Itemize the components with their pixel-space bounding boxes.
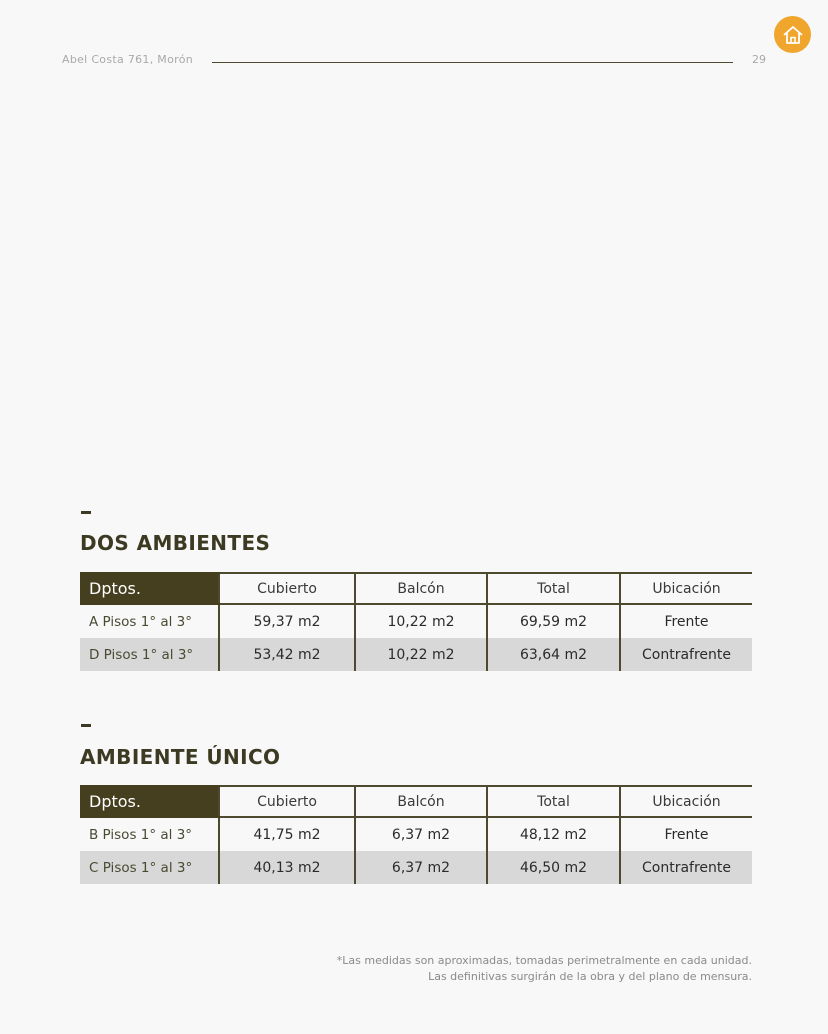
cell-balcon: 10,22 m2 bbox=[355, 638, 487, 671]
section-marker bbox=[81, 724, 91, 727]
cell-cubierto: 40,13 m2 bbox=[219, 851, 355, 884]
section-marker bbox=[81, 511, 91, 514]
cell-total: 48,12 m2 bbox=[487, 817, 620, 851]
cell-cubierto: 41,75 m2 bbox=[219, 817, 355, 851]
table-row bbox=[80, 604, 752, 638]
cell-unit: D Pisos 1° al 3° bbox=[80, 638, 219, 671]
cell-total: 69,59 m2 bbox=[487, 604, 620, 638]
cell-total: 63,64 m2 bbox=[487, 638, 620, 671]
column-header-balcon: Balcón bbox=[355, 573, 487, 604]
column-header-balcon: Balcón bbox=[355, 786, 487, 817]
column-header-dptos: Dptos. bbox=[80, 786, 219, 817]
column-header-ubicacion: Ubicación bbox=[620, 786, 752, 817]
column-header-cubierto: Cubierto bbox=[219, 786, 355, 817]
table-header-row bbox=[80, 573, 752, 604]
cell-cubierto: 53,42 m2 bbox=[219, 638, 355, 671]
table-dos-ambientes bbox=[80, 572, 752, 671]
table-row bbox=[80, 638, 752, 671]
cell-balcon: 10,22 m2 bbox=[355, 604, 487, 638]
footnote-line-2: Las definitivas surgirán de la obra y del plano de mensura. bbox=[428, 970, 752, 983]
column-header-total: Total bbox=[487, 786, 620, 817]
column-header-dptos: Dptos. bbox=[80, 573, 219, 604]
section-title-ambiente-unico: AMBIENTE ÚNICO bbox=[80, 745, 281, 769]
table-row bbox=[80, 851, 752, 884]
home-button[interactable] bbox=[774, 16, 811, 53]
cell-balcon: 6,37 m2 bbox=[355, 817, 487, 851]
cell-total: 46,50 m2 bbox=[487, 851, 620, 884]
cell-ubicacion: Contrafrente bbox=[620, 851, 752, 884]
cell-unit: A Pisos 1° al 3° bbox=[89, 613, 193, 630]
page-number: 29 bbox=[752, 53, 766, 66]
cell-ubicacion: Contrafrente bbox=[620, 638, 752, 671]
cell-ubicacion: Frente bbox=[620, 604, 752, 638]
column-header-total: Total bbox=[487, 573, 620, 604]
header-divider bbox=[212, 62, 733, 63]
table-row bbox=[80, 817, 752, 851]
footnote-line-1: *Las medidas son aproximadas, tomadas perimetralmente en cada unidad. bbox=[336, 954, 752, 967]
section-title-dos-ambientes: DOS AMBIENTES bbox=[80, 531, 271, 555]
cell-balcon: 6,37 m2 bbox=[355, 851, 487, 884]
column-header-cubierto: Cubierto bbox=[219, 573, 355, 604]
cell-unit: B Pisos 1° al 3° bbox=[89, 826, 193, 843]
table-ambiente-unico bbox=[80, 785, 752, 884]
cell-unit: C Pisos 1° al 3° bbox=[80, 851, 219, 884]
column-header-ubicacion: Ubicación bbox=[620, 573, 752, 604]
home-icon bbox=[781, 23, 805, 47]
cell-cubierto: 59,37 m2 bbox=[219, 604, 355, 638]
cell-ubicacion: Frente bbox=[620, 817, 752, 851]
footnote bbox=[337, 953, 752, 985]
header-address: Abel Costa 761, Morón bbox=[62, 53, 194, 66]
table-header-row bbox=[80, 786, 752, 817]
